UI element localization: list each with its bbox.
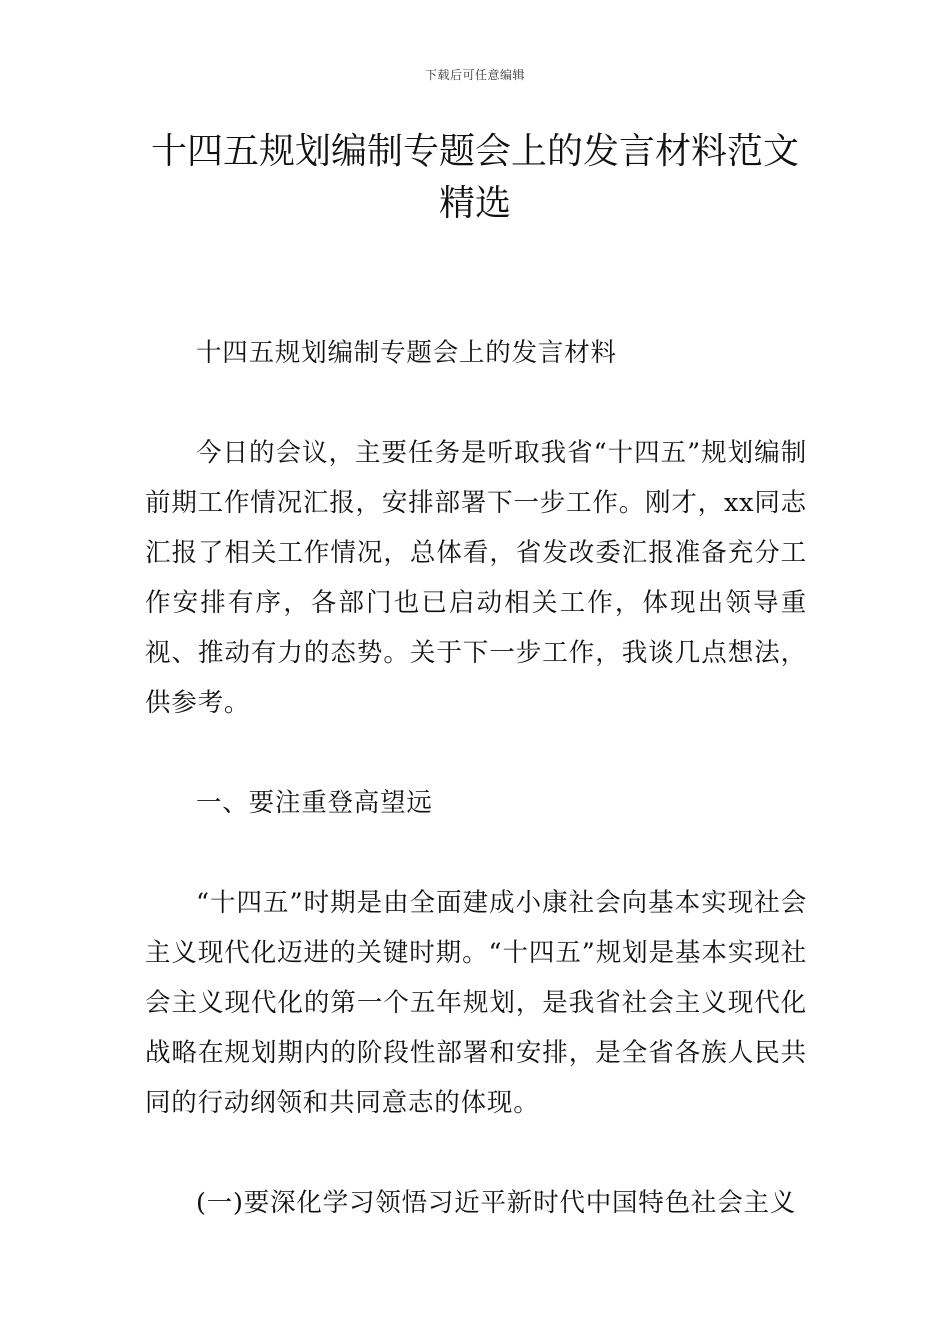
body-paragraph: “十四五”时期是由全面建成小康社会向基本实现社会主义现代化迈进的关键时期。“十四五”规划是基本实现社会主义现代化的第一个五年规划，是我省社会主义现代化战略在规划期内的阶段性部署和安排，是全省各族人民共同的行动纲领和共同意志的体现。 xyxy=(145,888,807,1118)
document-title: 十四五规划编制专题会上的发言材料范文精选 xyxy=(150,131,799,224)
section-heading-1: 一、要注重登高望远 xyxy=(196,788,433,818)
document-body xyxy=(145,328,807,1278)
subtitle-paragraph: 十四五规划编制专题会上的发言材料 xyxy=(196,338,617,368)
intro-paragraph: 今日的会议，主要任务是听取我省“十四五”规划编制前期工作情况汇报，安排部署下一步工作。刚才，xx同志汇报了相关工作情况，总体看，省发改委汇报准备充分工作安排有序，各部门也已启动相关工作，体现出领导重视、推动有力的态势。关于下一步工作，我谈几点想法，供参考。 xyxy=(145,438,807,718)
subsection-heading-1: (一)要深化学习领悟习近平新时代中国特色社会主义 xyxy=(196,1188,797,1218)
header-note: 下载后可任意编辑 xyxy=(424,68,525,82)
